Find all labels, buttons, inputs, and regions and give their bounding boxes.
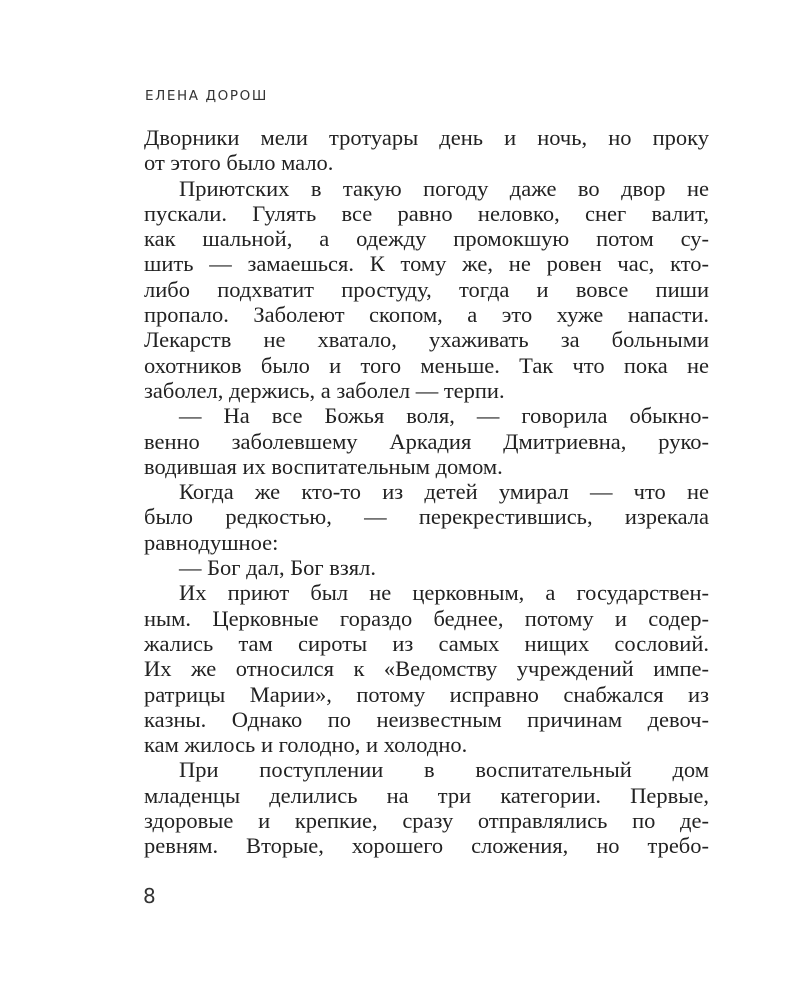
text-line: Приютских в такую погоду даже во двор не: [179, 175, 709, 201]
text-line: Когда же кто-то из детей умирал — что не: [179, 479, 709, 505]
text-line: ратрицы Марии», потому исправно снабжался из: [144, 681, 709, 707]
text-line: Их же относился к «Ведомству учреждений импе-: [144, 656, 709, 682]
text-line: Лекарств не хватало, ухаживать за больными: [144, 327, 709, 353]
body-text: [144, 125, 709, 859]
text-line: ным. Церковные гораздо беднее, потому и содер-: [144, 605, 709, 631]
text-line: охотников было и того меньше. Так что пока не: [144, 352, 709, 378]
text-line: равнодушное:: [144, 529, 279, 555]
text-line: казны. Однако по неизвестным причинам девоч-: [144, 706, 709, 732]
text-line: пускали. Гулять все равно неловко, снег валит,: [144, 200, 709, 226]
text-line: кам жилось и голодно, и холодно.: [144, 732, 468, 758]
page-number: 8: [143, 884, 156, 908]
text-line: пропало. Заболеют скопом, а это хуже напасти.: [144, 302, 709, 328]
text-line: как шальной, а одежду промокшую потом су-: [144, 226, 709, 252]
text-line: Их приют был не церковным, а государствен-: [179, 580, 709, 606]
text-line: либо подхватит простуду, тогда и вовсе пиши: [144, 276, 709, 302]
text-line: — На все Божья воля, — говорила обыкно-: [179, 403, 709, 429]
text-line: жались там сироты из самых нищих сословий.: [144, 630, 709, 656]
running-head-author: ЕЛЕНА ДОРОШ: [145, 88, 268, 104]
text-line: При поступлении в воспитательный дом: [179, 757, 709, 783]
text-line: заболел, держись, а заболел — терпи.: [144, 377, 505, 403]
text-line: ревням. Вторые, хорошего сложения, но требо-: [144, 833, 709, 859]
text-line: здоровые и крепкие, сразу отправлялись по де-: [144, 808, 709, 834]
text-line: шить — замаешься. К тому же, не ровен час, кто-: [144, 251, 709, 277]
text-line: — Бог дал, Бог взял.: [179, 555, 376, 581]
text-line: венно заболевшему Аркадия Дмитриевна, руко-: [144, 428, 709, 454]
text-line: от этого было мало.: [144, 150, 334, 176]
text-line: младенцы делились на три категории. Первые,: [144, 782, 709, 808]
text-line: Дворники мели тротуары день и ночь, но проку: [144, 125, 709, 150]
text-line: водившая их воспитательным домом.: [144, 453, 503, 479]
text-line: было редкостью, — перекрестившись, изрекала: [144, 504, 709, 530]
